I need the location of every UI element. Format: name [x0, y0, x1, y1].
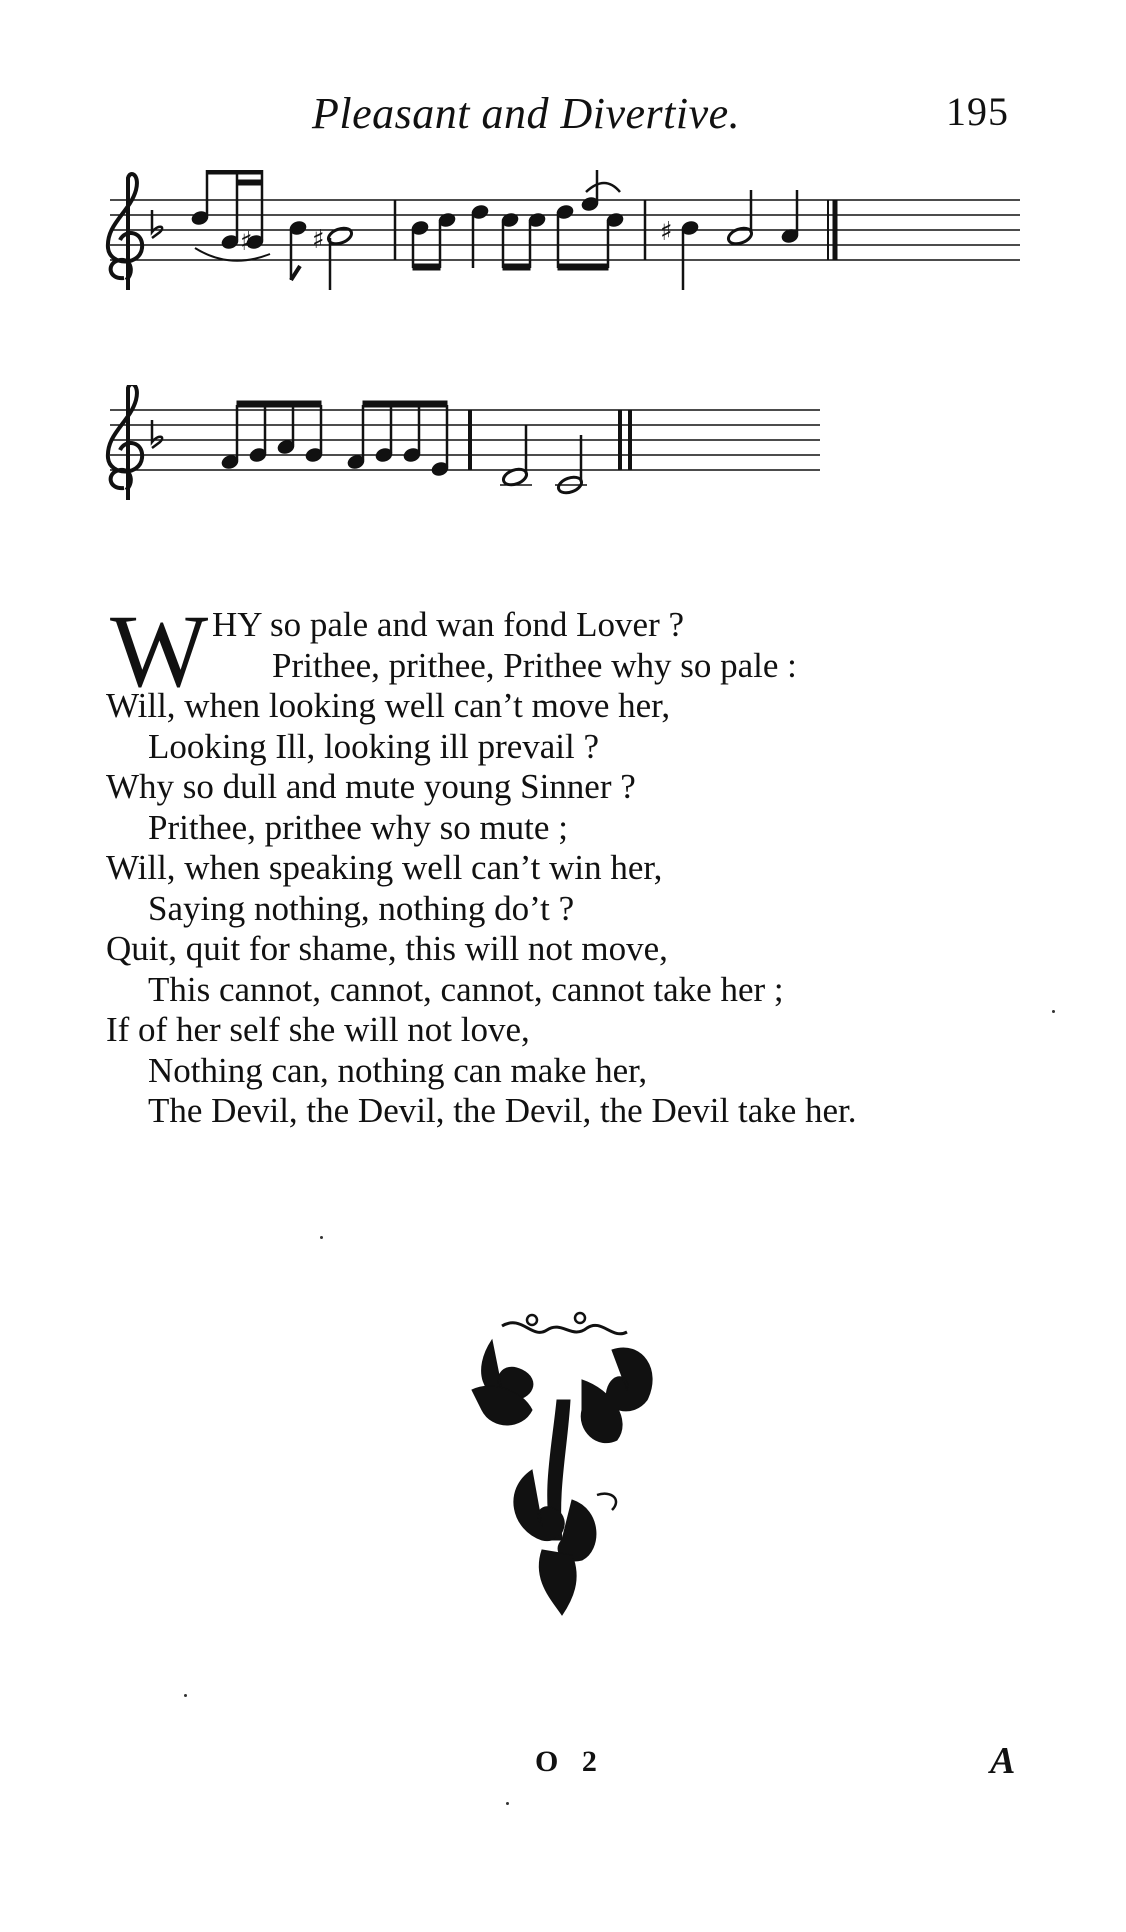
- signature-mark: O 2: [535, 1745, 605, 1778]
- svg-text:♯: ♯: [312, 225, 325, 255]
- page-number: 195: [946, 89, 1009, 134]
- poem-line: Looking Ill, looking ill prevail ?: [148, 726, 600, 766]
- running-head: [0, 88, 1126, 148]
- poem-line: This cannot, cannot, cannot, cannot take her ;: [148, 969, 784, 1009]
- staff-notation-1: [100, 170, 1030, 310]
- poem-line: Will, when looking well can’t move her,: [106, 686, 671, 725]
- poem-line: Why so dull and mute young Sinner ?: [106, 767, 636, 806]
- speck: [320, 1236, 323, 1239]
- poem-line: HY so pale and wan fond Lover ?: [212, 605, 685, 644]
- poem-line: If of her self she will not love,: [106, 1010, 530, 1049]
- poem-line: Prithee, prithee why so mute ;: [148, 807, 568, 847]
- speck: [184, 1694, 187, 1697]
- speck: [506, 1802, 509, 1805]
- music-staff-1: [100, 170, 1030, 310]
- page-footer: [0, 1740, 1126, 1795]
- poem-line: Prithee, prithee, Prithee why so pale :: [272, 645, 797, 685]
- poem-text: [106, 594, 1046, 1132]
- poem-line: The Devil, the Devil, the Devil, the Devil take her.: [148, 1091, 857, 1130]
- music-staff-2: [100, 385, 1030, 515]
- drop-cap: W: [110, 594, 209, 709]
- catchword: A: [990, 1740, 1016, 1782]
- running-title: Pleasant and Divertive.: [312, 89, 741, 138]
- poem-line: Saying nothing, nothing do’t ?: [148, 888, 575, 928]
- poem-line: Will, when speaking well can’t win her,: [106, 848, 663, 887]
- svg-text:♯: ♯: [240, 227, 253, 257]
- poem-line: Nothing can, nothing can make her,: [148, 1050, 648, 1090]
- poem-line: Quit, quit for shame, this will not move,: [106, 929, 668, 968]
- treble-clef-icon: [108, 385, 142, 500]
- flat-sign-icon: [152, 210, 162, 238]
- svg-text:♯: ♯: [660, 217, 673, 247]
- treble-clef-icon: [108, 174, 142, 290]
- speck: [1052, 1010, 1055, 1013]
- staff-notation-2: [100, 385, 1030, 515]
- floral-tailpiece-icon: [462, 1310, 682, 1620]
